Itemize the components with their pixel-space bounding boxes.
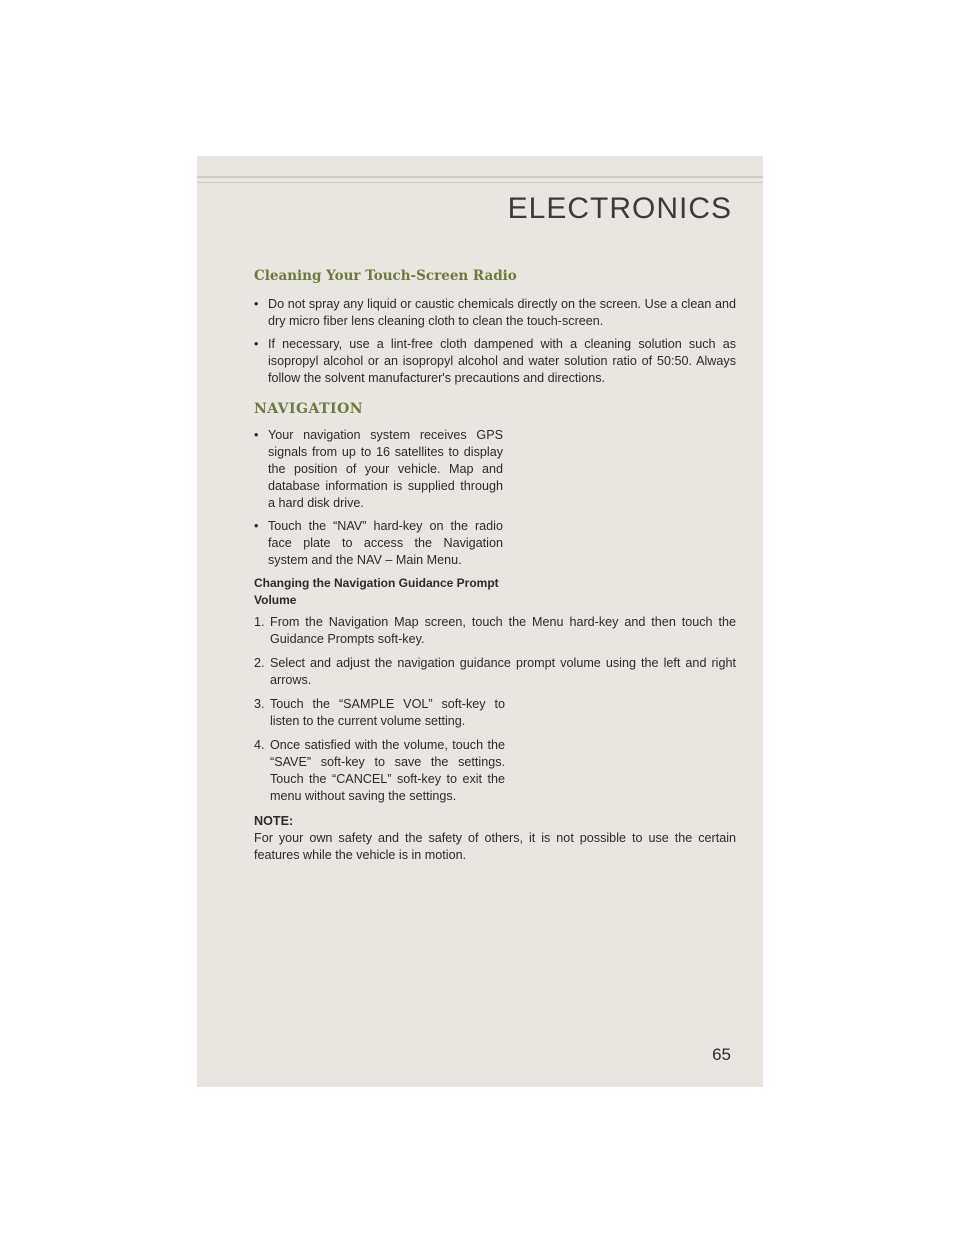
step-item [254,655,736,689]
step-number: 2. [254,656,265,670]
bullet-marker: • [254,297,259,311]
step-item [254,737,505,805]
note-text: For your own safety and the safety of others, it is not possible to use the certain features while the vehicle is in motion. [254,831,736,862]
step-item [254,696,505,730]
navigation-bullet-text: Touch the “NAV” hard-key on the radio face plate to access the Navigation system and the NAV – Main Menu. [268,519,503,567]
navigation-bullet-text: Your navigation system receives GPS signals from up to 16 satellites to display the position of your vehicle. Map and database information is supplied through a hard disk drive. [268,428,503,510]
step-text: Once satisfied with the volume, touch the “SAVE” soft-key to save the settings. Touch the “CANCEL” soft-key to exit the menu without saving the settings. [270,738,505,803]
cleaning-bullet [254,336,736,387]
step-text: Select and adjust the navigation guidance prompt volume using the left and right arrows. [270,656,736,687]
header-rule-bottom [197,182,763,183]
bullet-marker: • [254,519,259,533]
cleaning-bullet-text: If necessary, use a lint-free cloth dampened with a cleaning solution such as isopropyl alcohol or an isopropyl alcohol and water solution ratio of 50:50. Always follow the solvent manufacturer's precautions and directions. [268,337,736,385]
cleaning-bullet-text: Do not spray any liquid or caustic chemicals directly on the screen. Use a clean and dry micro fiber lens cleaning cloth to clean the touch-screen. [268,297,736,328]
step-number: 4. [254,738,265,752]
cleaning-bullet [254,296,736,330]
page-number: 65 [712,1045,731,1064]
navigation-bullet [254,518,503,569]
note-label: NOTE: [254,814,294,828]
page-content [254,268,736,864]
header-rule-top [197,176,763,178]
step-text: Touch the “SAMPLE VOL” soft-key to listen to the current volume setting. [270,697,505,728]
step-number: 3. [254,697,265,711]
navigation-bullet [254,427,503,512]
bullet-marker: • [254,428,259,442]
step-text: From the Navigation Map screen, touch the Menu hard-key and then touch the Guidance Prompts soft-key. [270,615,736,646]
bullet-marker: • [254,337,259,351]
step-number: 1. [254,615,265,629]
navigation-heading: NAVIGATION [254,401,364,417]
step-item [254,614,736,648]
prompt-volume-subheading: Changing the Navigation Guidance Prompt Volume [254,576,499,607]
section-title: ELECTRONICS [507,192,732,225]
cleaning-heading: Cleaning Your Touch-Screen Radio [254,268,517,284]
manual-page [197,156,763,1087]
